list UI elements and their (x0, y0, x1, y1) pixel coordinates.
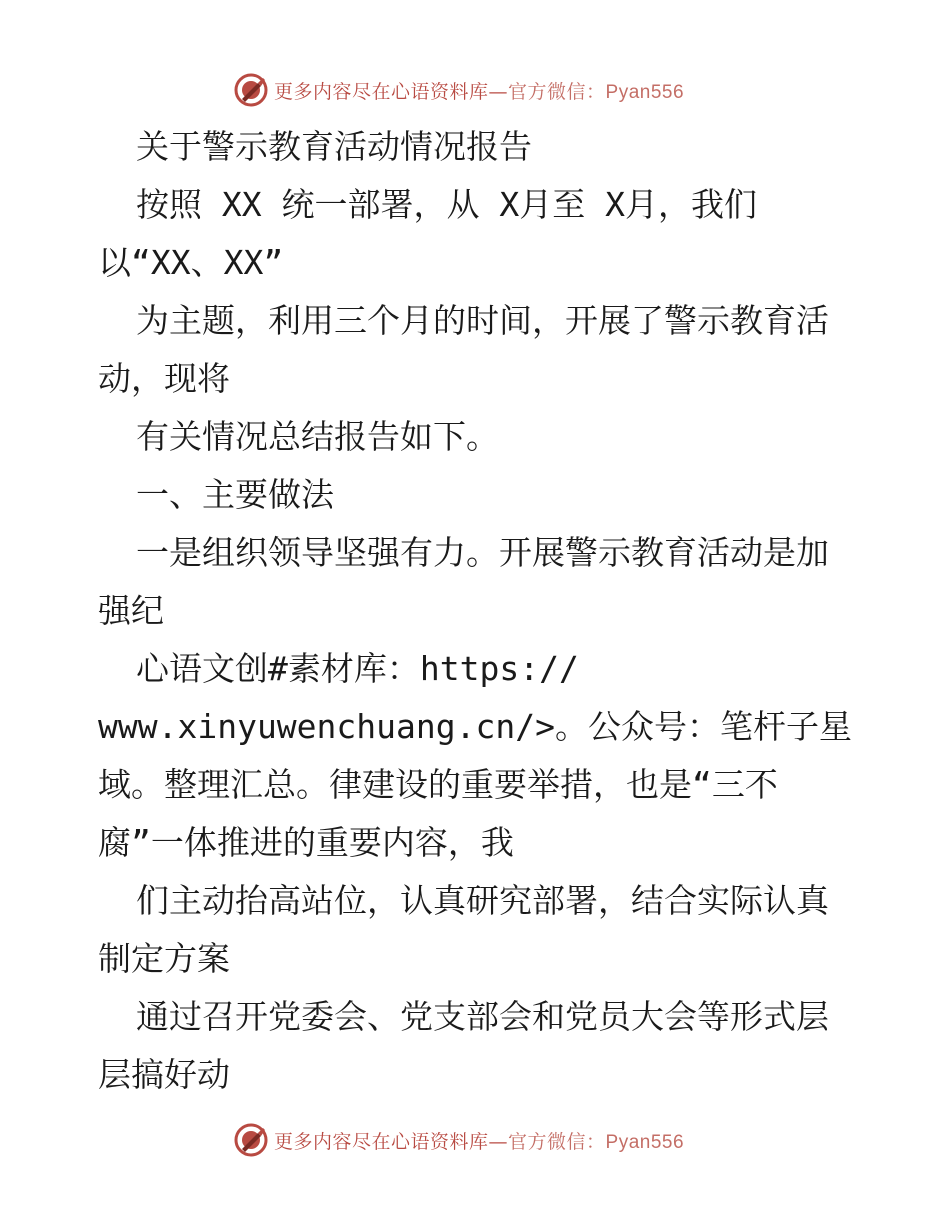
header-wechat-text: 官方微信：Pyan556 (508, 81, 685, 103)
text-line: 动，现将 (98, 359, 230, 398)
header-dash: — (488, 80, 509, 103)
text-line: 以“XX、XX” (98, 243, 284, 282)
header-site-text: 更多内容尽在心语资料库 (274, 80, 489, 103)
footer-site-text: 更多内容尽在心语资料库 (274, 1130, 489, 1153)
text-line: 为主题，利用三个月的时间，开展了警示教育活 (136, 301, 829, 340)
text-line: 一是组织领导坚强有力。开展警示教育活动是加 (136, 533, 829, 572)
text-line: 按照 XX 统一部署，从 X月至 X月，我们 (136, 185, 757, 224)
section-heading: 一、主要做法 (136, 475, 334, 514)
footer-wechat-text: 官方微信：Pyan556 (508, 1131, 685, 1153)
text-line: 层搞好动 (98, 1055, 230, 1094)
text-line: 腐”一体推进的重要内容，我 (98, 823, 514, 862)
text-line: 心语文创#素材库：https:// (136, 649, 579, 688)
text-line: 制定方案 (98, 939, 230, 978)
document-title: 关于警示教育活动情况报告 (136, 127, 532, 166)
footer-banner (234, 1120, 684, 1160)
footer-banner-text (274, 1127, 684, 1154)
pen-logo-icon (234, 73, 268, 107)
footer-dash: — (488, 1130, 509, 1153)
text-line: 通过召开党委会、党支部会和党员大会等形式层 (136, 997, 829, 1036)
text-line: 有关情况总结报告如下。 (136, 417, 499, 456)
text-line: www.xinyuwenchuang.cn/>。公众号：笔杆子星 (98, 707, 852, 746)
pen-logo-icon (234, 1123, 268, 1157)
text-line: 域。整理汇总。律建设的重要举措，也是“三不 (98, 765, 778, 804)
text-line: 强纪 (98, 591, 164, 630)
text-line: 们主动抬高站位，认真研究部署，结合实际认真 (136, 881, 829, 920)
header-banner-text (274, 77, 684, 104)
header-banner (234, 70, 684, 110)
